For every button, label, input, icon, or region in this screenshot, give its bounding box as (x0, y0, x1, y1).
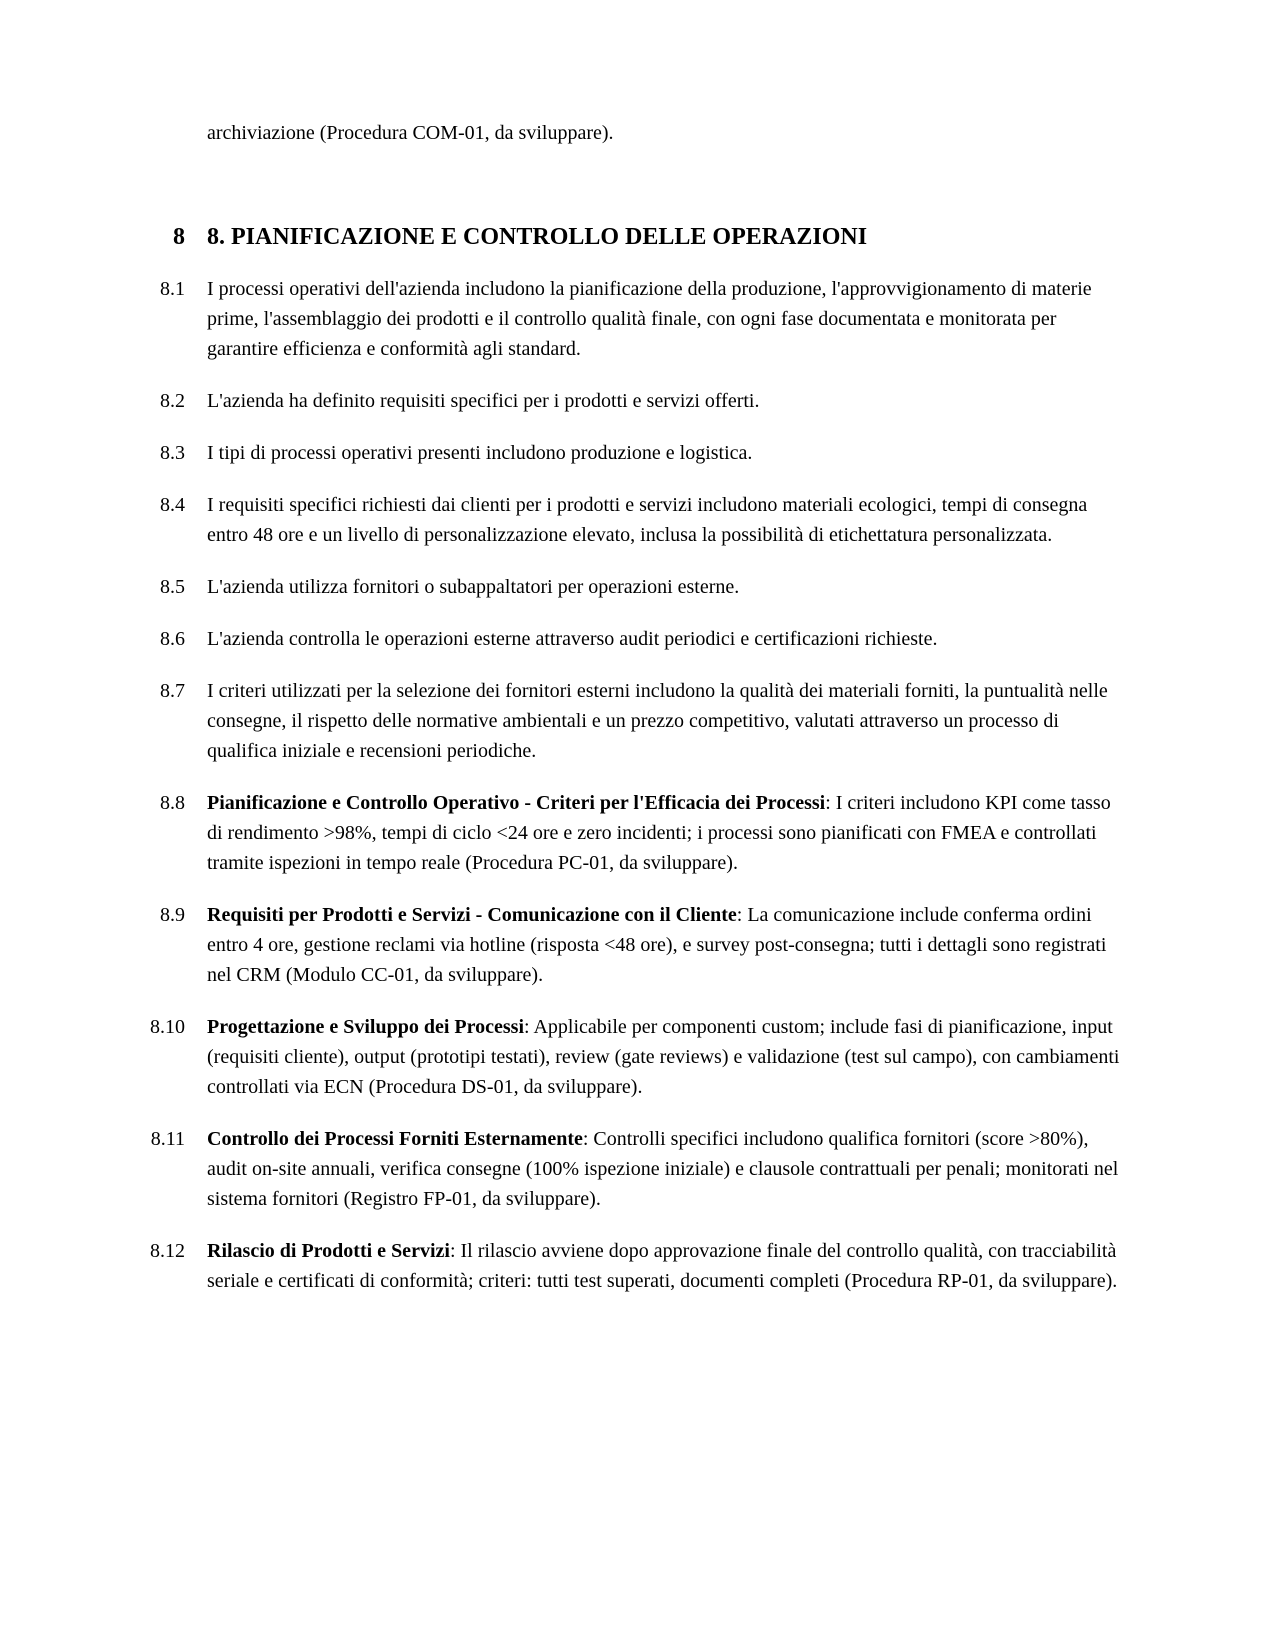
item-body-text: L'azienda ha definito requisiti specifici per i prodotti e servizi offerti. (207, 390, 760, 412)
list-item (0, 1124, 1275, 1214)
list-item (0, 438, 1275, 468)
section-title: 8. PIANIFICAZIONE E CONTROLLO DELLE OPERAZIONI (207, 224, 868, 250)
list-item (0, 1236, 1275, 1296)
item-paragraph (207, 788, 1122, 878)
item-number: 8.5 (160, 576, 185, 598)
item-paragraph (207, 1236, 1122, 1296)
item-paragraph (207, 676, 1122, 766)
item-body-text: L'azienda controlla le operazioni esterne attraverso audit periodici e certificazioni richieste. (207, 628, 938, 650)
list-item (0, 624, 1275, 654)
section-heading-row (0, 222, 1275, 252)
item-number: 8.3 (160, 442, 185, 464)
item-body-text: : Controlli specifici includono qualifica fornitori (score >80%), audit on-site annuali, verifica consegne (100% ispezione iniziale) e clausole contrattuali per penali; monitorati nel sistema fornitori (Registro FP-01, da sviluppare). (207, 1128, 1119, 1210)
item-body-text: : Applicabile per componenti custom; include fasi di pianificazione, input (requisiti cliente), output (prototipi testati), review (gate reviews) e validazione (test sul campo), con cambiamenti controllati via ECN (Procedura DS-01, da sviluppare). (207, 1016, 1120, 1098)
section-number: 8 (173, 224, 185, 250)
item-number: 8.6 (160, 628, 185, 650)
list-item (0, 386, 1275, 416)
item-lead-bold: Rilascio di Prodotti e Servizi (207, 1240, 450, 1262)
list-item (0, 572, 1275, 602)
item-paragraph (207, 1012, 1122, 1102)
list-item (0, 490, 1275, 550)
item-number: 8.8 (160, 792, 185, 814)
paragraph-continuation: archiviazione (Procedura COM-01, da sviluppare). (207, 122, 614, 144)
item-number: 8.11 (150, 1128, 185, 1150)
item-number: 8.2 (160, 390, 185, 412)
item-body-text: : I criteri includono KPI come tasso di rendimento >98%, tempi di ciclo <24 ore e zero incidenti; i processi sono pianificati con FMEA e controllati tramite ispezioni in tempo reale (Procedura PC-01, da sviluppare). (207, 792, 1111, 874)
item-number: 8.4 (160, 494, 185, 516)
item-paragraph (207, 274, 1122, 364)
item-lead-bold: Pianificazione e Controllo Operativo - Criteri per l'Efficacia dei Processi (207, 792, 826, 814)
item-body-text: I tipi di processi operativi presenti includono produzione e logistica. (207, 442, 753, 464)
list-item (0, 274, 1275, 364)
item-body-text: L'azienda utilizza fornitori o subappaltatori per operazioni esterne. (207, 576, 740, 598)
item-lead-bold: Controllo dei Processi Forniti Esternamente (207, 1128, 583, 1150)
item-number: 8.1 (160, 278, 185, 300)
item-body-text: I criteri utilizzati per la selezione dei fornitori esterni includono la qualità dei materiali forniti, la puntualità nelle consegne, il rispetto delle normative ambientali e un prezzo competitivo, valutati attraverso un processo di qualifica iniziale e recensioni periodiche. (207, 680, 1108, 762)
item-number: 8.10 (150, 1016, 185, 1038)
item-paragraph (207, 572, 1122, 602)
item-paragraph (207, 490, 1122, 550)
item-body-text: I requisiti specifici richiesti dai clienti per i prodotti e servizi includono materiali ecologici, tempi di consegna entro 48 ore e un livello di personalizzazione elevato, inclusa la possibilità di etichettatura personalizzata. (207, 494, 1088, 546)
item-body-text: : Il rilascio avviene dopo approvazione finale del controllo qualità, con tracciabilità seriale e certificati di conformità; criteri: tutti test superati, documenti completi (Procedura RP-01, da sviluppare). (207, 1240, 1118, 1292)
item-paragraph (207, 900, 1122, 990)
list-item (0, 676, 1275, 766)
list-item (0, 1012, 1275, 1102)
item-number: 8.9 (160, 904, 185, 926)
list-item (0, 900, 1275, 990)
item-number: 8.12 (150, 1240, 185, 1262)
item-paragraph (207, 438, 1122, 468)
item-lead-bold: Requisiti per Prodotti e Servizi - Comunicazione con il Cliente (207, 904, 737, 926)
item-body-text: I processi operativi dell'azienda includono la pianificazione della produzione, l'approvvigionamento di materie prime, l'assemblaggio dei prodotti e il controllo qualità finale, con ogni fase documentata e monitorata per garantire efficienza e conformità agli standard. (207, 278, 1092, 360)
item-paragraph (207, 624, 1122, 654)
item-paragraph (207, 386, 1122, 416)
item-body-text: : La comunicazione include conferma ordini entro 4 ore, gestione reclami via hotline (risposta <48 ore), e survey post-consegna; tutti i dettagli sono registrati nel CRM (Modulo CC-01, da sviluppare). (207, 904, 1107, 986)
item-number: 8.7 (160, 680, 185, 702)
item-lead-bold: Progettazione e Sviluppo dei Processi (207, 1016, 525, 1038)
list-item (0, 788, 1275, 878)
item-paragraph (207, 1124, 1122, 1214)
